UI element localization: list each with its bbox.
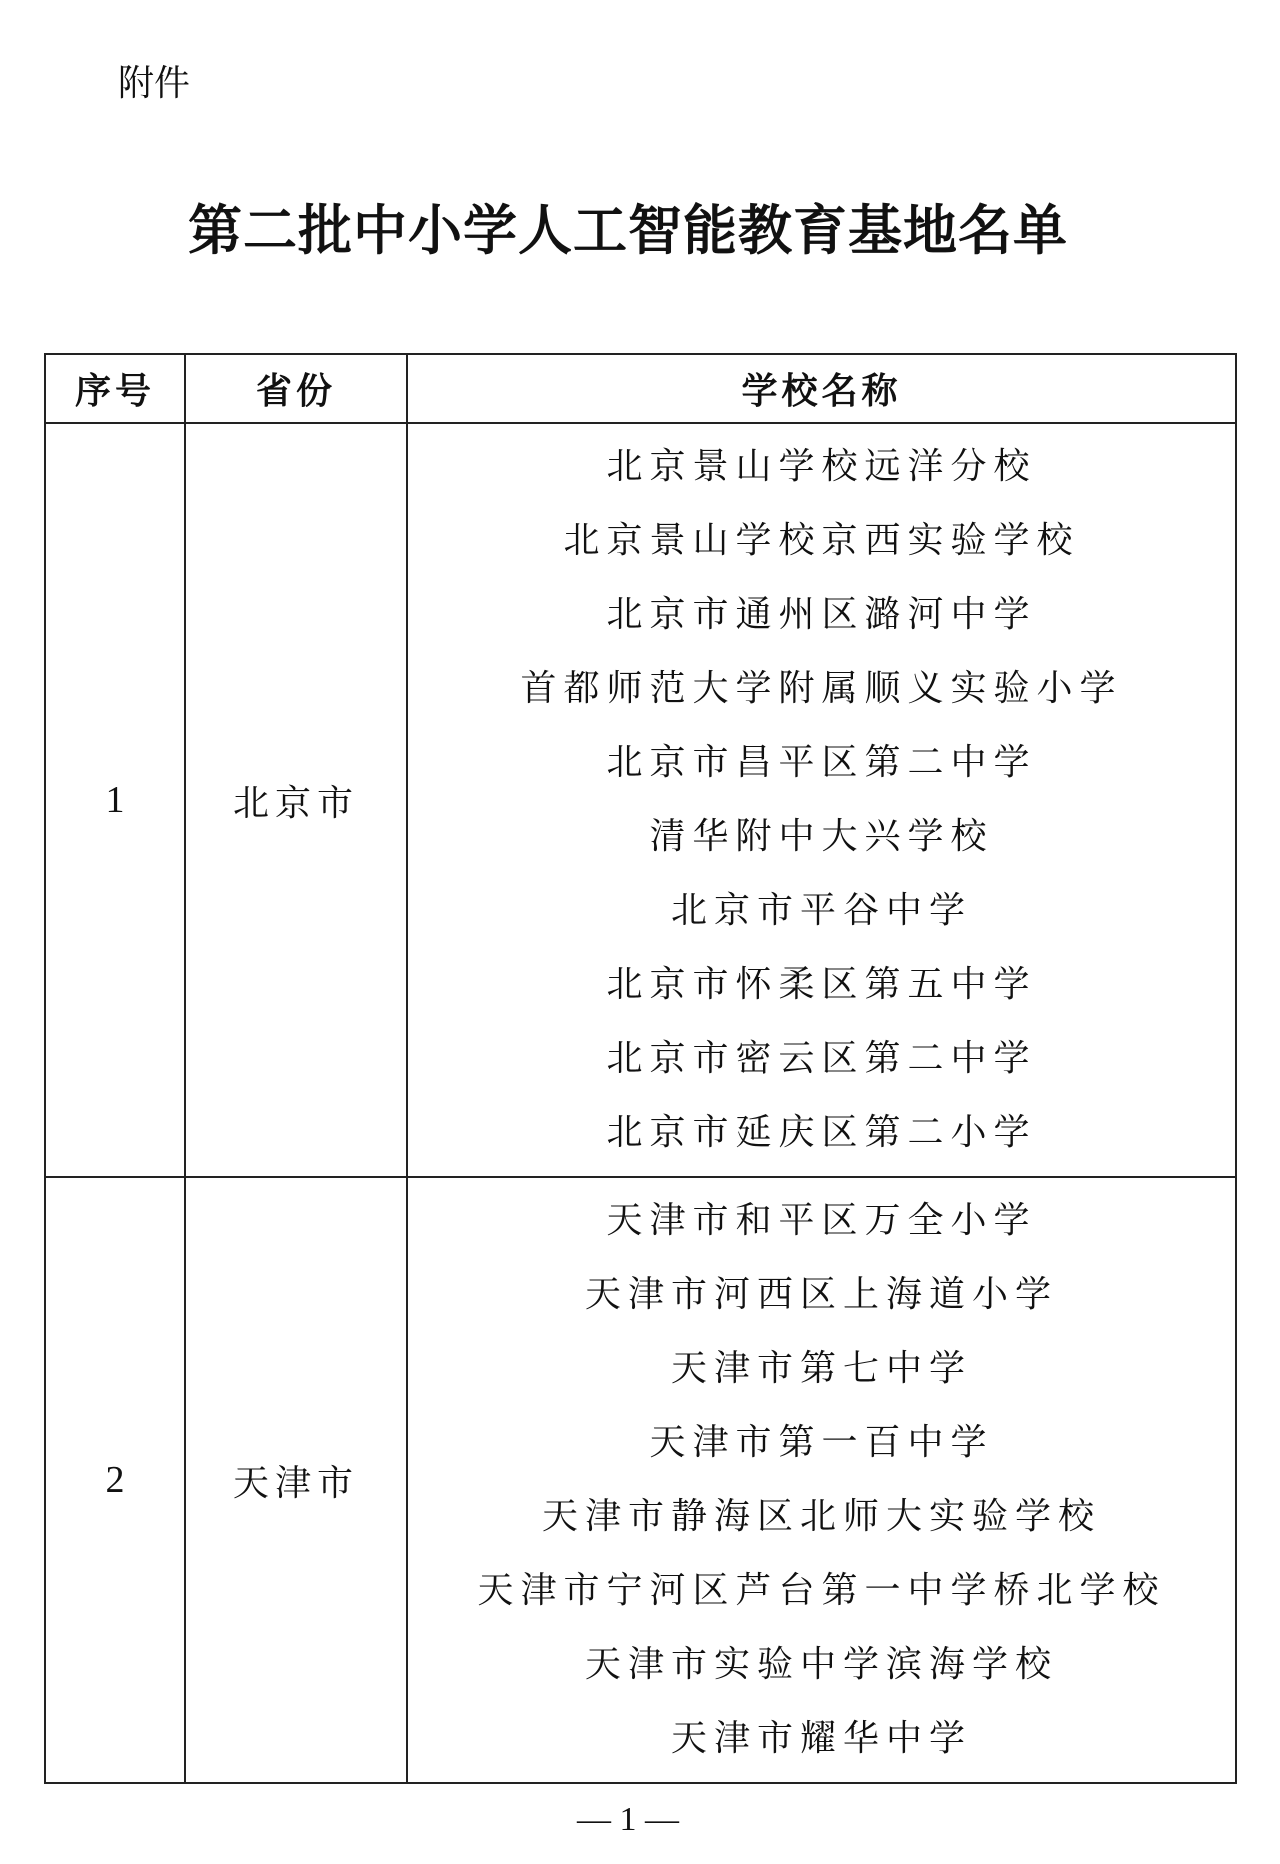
school-name: 北京景山学校京西实验学校 [563,520,1080,561]
school-list [408,424,1235,1176]
school-names-cell [407,1177,1236,1783]
school-name: 天津市第一百中学 [649,1422,994,1463]
province-cell: 北京市 [185,423,407,1177]
school-name: 清华附中大兴学校 [649,816,994,857]
document-title: 第二批中小学人工智能教育基地名单 [188,198,1068,262]
school-name: 北京市通州区潞河中学 [606,594,1037,635]
school-name: 天津市静海区北师大实验学校 [541,1496,1101,1537]
province-cell: 天津市 [185,1177,407,1783]
school-name: 天津市耀华中学 [670,1718,972,1759]
school-name: 天津市第七中学 [670,1348,972,1389]
header-school-name: 学校名称 [407,354,1236,423]
school-name: 天津市和平区万全小学 [606,1200,1037,1241]
header-serial-number: 序号 [45,354,185,423]
page-number: — 1 — [577,1801,679,1838]
school-name: 北京市密云区第二中学 [606,1038,1037,1079]
serial-number-cell: 1 [45,423,185,1177]
school-name: 北京市平谷中学 [670,890,972,931]
table-row [45,1177,1236,1783]
school-name: 天津市宁河区芦台第一中学桥北学校 [477,1570,1166,1611]
school-list-table [44,353,1237,1784]
serial-number-cell: 2 [45,1177,185,1783]
school-name: 北京市怀柔区第五中学 [606,964,1037,1005]
school-name: 北京景山学校远洋分校 [606,446,1037,487]
table-row [45,423,1236,1177]
attachment-label: 附件 [118,63,191,104]
table-header-row [45,354,1236,423]
school-name: 天津市实验中学滨海学校 [584,1644,1058,1685]
school-name: 首都师范大学附属顺义实验小学 [520,668,1123,709]
school-name: 天津市河西区上海道小学 [584,1274,1058,1315]
school-names-cell [407,423,1236,1177]
header-province: 省份 [185,354,407,423]
school-name: 北京市昌平区第二中学 [606,742,1037,783]
school-list [408,1178,1235,1782]
school-name: 北京市延庆区第二小学 [606,1112,1037,1153]
